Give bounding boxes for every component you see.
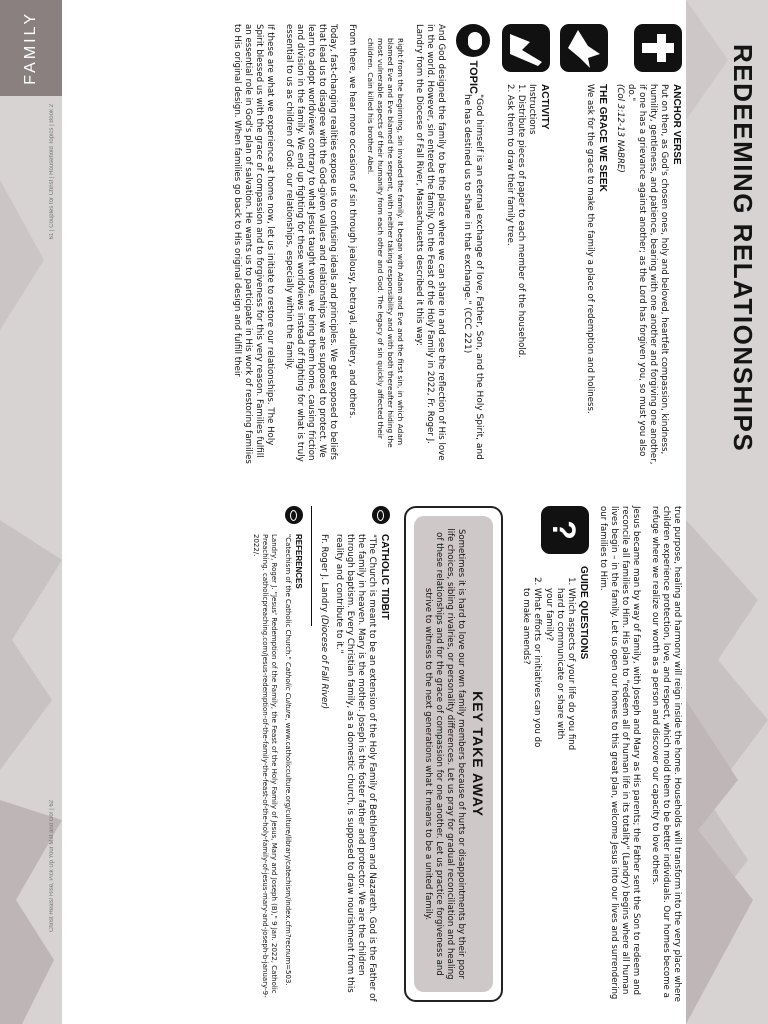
tidbit-attribution-source: (Diocese of Fall River) xyxy=(319,614,329,710)
family-section-tab xyxy=(0,0,62,96)
grace-heading: THE GRACE WE SEEK xyxy=(597,84,608,192)
activity-intro: Instructions xyxy=(527,84,537,135)
reference-1-pre: "Catechism of the Catholic Church." xyxy=(284,534,292,663)
key-takeaway-box xyxy=(404,506,503,1002)
grace-section xyxy=(556,24,608,468)
guide-questions-section xyxy=(519,506,589,756)
question-mark-icon xyxy=(541,506,589,554)
anchor-verse-heading: ANCHOR VERSE xyxy=(671,84,682,165)
topic-row xyxy=(456,24,490,468)
footer-strip xyxy=(0,0,62,1024)
footer-left: 61 | Couples for Christ | Household Topics | Book 2 xyxy=(49,104,55,240)
topic-paragraph-4: If these are what we experience at home now, let us initiate to restore our relationships. The Holy Spirit blessed us with the grace of compassion and to forgiveness for this very reason. Families fulfill an essential role in God's plan of salvation. He wants us to participate in His work of restoring families to His original design. When families go back to His original design and fulfill their xyxy=(232,24,275,464)
speech-bubble-icon xyxy=(456,24,490,57)
landry-quote: Right from the beginning, sin invaded the family. It began with Adam and Eve and the first sin, in which Adam blamed Eve and Eve blamed the serpent, with neither taking responsibility and with both thereafter hiding the most vulnerable aspects of their humanity from each other and God. The legacy of sin quickly affected their children. Cain killed his brother Abel. xyxy=(366,38,405,448)
topic-paragraph-2: From there, we hear more occasions of sin through jealousy, betrayal, adultery, and others. xyxy=(347,24,357,419)
activity-step-2: 2. Ask them to draw their family tree. xyxy=(505,84,515,246)
catholic-tidbit-section xyxy=(318,506,390,1002)
reference-1-source: Catholic Culture xyxy=(284,662,292,719)
svg-text:?: ? xyxy=(546,520,582,540)
topic-paragraph-3: Today, fast-changing realities expose us to confusing ideals and principles. We get exposed to beliefs that lead us to disagree with the God-given values and relationships we are supposed to protect. We learn to adopt worldviews contrary to what Jesus taught worse, we bring them home, causing friction and division in the family. We end up fighting for these worldviews instead of fighting for what is truly essential to us as children of God: our relationships, especially within the family. xyxy=(284,24,338,462)
anchor-verse-section xyxy=(614,24,682,468)
guide-question-1: 1. Which aspects of your life do you find hard to communicate or share with your family? xyxy=(543,588,576,756)
guide-keybox-row xyxy=(513,506,589,1002)
key-takeaway-text: Sometimes it is hard to love our own family members because of hurts or disappointments by their poor life choices, sibling rivalries, or personality differences. Let us pray for gradual reconciliation and healing of these relationships and for the grace of compassion for one another. Let us practice forgiveness and strive to witness to the next generations what it means to be a united family. xyxy=(423,528,466,980)
link-icon xyxy=(285,506,303,524)
references-divider xyxy=(311,506,312,626)
header-strip xyxy=(686,0,768,1024)
guide-questions-heading: GUIDE QUESTIONS xyxy=(578,566,589,660)
cross-icon xyxy=(634,24,682,72)
right-page xyxy=(251,506,682,1002)
anchor-verse-text: Put on then, as God's chosen ones, holy and beloved, heartfelt compassion, kindness, humility, gentleness, and patience, bearing with one another and forgiving one another, if one has a grievance against another; as the Lord has forgiven you, so must you also do." xyxy=(626,84,669,465)
activity-step-1: 1. Distribute pieces of paper to each member of the household. xyxy=(516,84,526,358)
hand-icon xyxy=(502,24,550,72)
right-paragraph-2: Jesus became man by way of family, with Joseph and Mary as His parents; the Father sent the Son to redeem and reconcile all families to Him. His plan to "redeem all of human life in its totality" (Landry) begins where all human lives begin – in the family. Let us open our homes to this great plan, welcome Jesus into our lives and surrendering our families to Him. xyxy=(598,506,641,1000)
fish-icon xyxy=(372,506,390,524)
topic-paragraph-1: And God designed the family to be the place where we can share in and see the reflection of His love in the world. However, sin entered the family. On the Feast of the Holy Family in 2022, Fr. Roger J. Landry from the Diocese of Fall River, Massachusetts described it this way: xyxy=(414,24,446,461)
activity-heading: ACTIVITY xyxy=(539,84,550,130)
right-paragraph-1: true purpose, healing and harmony will reign inside the home. Households will transform into the very place where children experience protection, love, and respect, which mold them to be better individuals. Our homes become a refuge where we realize our worth as a person and discover our capacity to love others. xyxy=(650,506,682,1002)
reference-1-post: , www.catholicculture.org/culture/library/catechism/index.cfm?recnum=503. xyxy=(284,718,292,986)
topic-label: TOPIC xyxy=(467,60,480,94)
key-takeaway-heading: KEY TAKE AWAY xyxy=(470,691,486,817)
catholic-tidbit-text: "The Church is meant to be an extension of the Holy Family of Bethlehem and Nazareth. God is the Father of the family in heaven. Mary is the mother. Joseph is the foster father and protector. We are the children through baptism. Every Christian family, as a domestic church, is supposed to draw nourishment from this reality and contribute to it." xyxy=(334,534,377,1002)
topic-badge xyxy=(456,24,490,94)
page-title: REDEEMING RELATIONSHIPS xyxy=(728,44,758,453)
anchor-verse-citation: (Col 3:12-13 NABRE) xyxy=(615,84,625,173)
dove-icon xyxy=(560,24,608,72)
family-tab-label: FAMILY xyxy=(22,11,39,85)
reference-1 xyxy=(283,534,292,1002)
references-heading: REFERENCES xyxy=(294,534,303,589)
footer-right: Christ Heals! Rise, Pick Up Your Mat and Go! | 62 xyxy=(49,800,55,932)
catholic-tidbit-heading: CATHOLIC TIDBIT xyxy=(379,534,390,620)
ccc-quote: "God himself is an eternal exchange of love, Father, Son, and the Holy Spirit, and he has destined us to share in that exchange." (CCC 221) xyxy=(462,94,484,460)
guide-question-2: 2. What efforts or initiatives can you do to make amends? xyxy=(520,588,542,756)
references-section xyxy=(251,506,303,1002)
grace-text: We ask for the grace to make the family a place of redemption and holiness. xyxy=(585,84,595,414)
tidbit-attribution: Fr. Roger J. Landry xyxy=(319,534,329,615)
left-page xyxy=(223,24,682,468)
activity-section xyxy=(498,24,550,468)
key-takeaway-inner xyxy=(414,516,493,992)
guide-questions-list xyxy=(520,566,576,756)
reference-2: Landry, Roger J. "Jesus' Redemption of the Family, the Feast of the Holy Family of Jesus, Mary and Joseph (B)," 9 Jan. 2022, Catholic Preaching. catholicpreaching.com/jesus-redemption-of-the-family-the-feast-of-the-holy-family-of-jesus-mary-and-joseph-b-january-9-2022/. xyxy=(252,534,278,998)
